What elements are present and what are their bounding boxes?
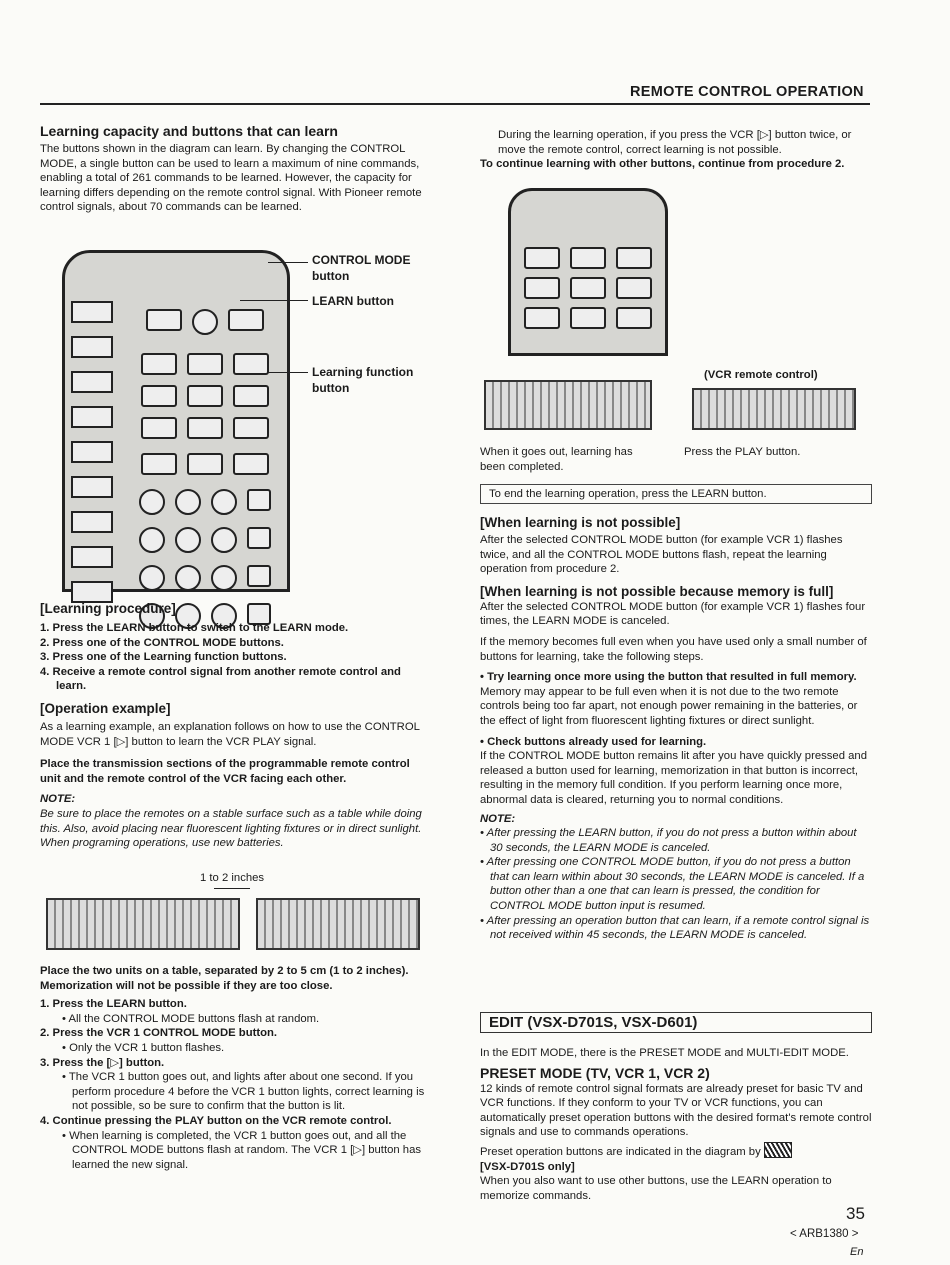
not-possible-heading: [When learning is not possible] [480,515,681,530]
pause-button [141,417,177,439]
procedure-steps [40,621,432,694]
power-button [570,247,606,269]
search-back-button [141,385,177,407]
right-note: • After pressing the LEARN button, if you do not press a button within about 30 seconds, the LEARN MODE is canceled. [480,827,857,854]
num3-button [211,489,237,515]
num5-button [175,527,201,553]
left-column [40,123,432,215]
programmable-remote-diagram [62,250,290,592]
preset-indicated-text: Preset operation buttons are indicated in the diagram by [480,1145,761,1158]
check-body: If the CONTROL MODE button remains lit after you have quickly pressed and released a button used for learning, memorization in that button is incorrect, resulting in the memory full condition. If you perform learning once more, abnormal data is cleared, returning you to normal conditions. [480,750,867,806]
play-button [233,417,269,439]
deck2-button [71,546,113,568]
vcr-remote-label: (VCR remote control) [704,369,818,381]
place-units-text: Place the two units on a table, separated by 2 to 5 cm (1 to 2 inches). Memorization will not be possible if they are too close. [40,965,409,992]
callout-line-control-mode [268,262,308,263]
procedure-step: 3. Press one of the Learning function buttons. [40,651,287,664]
operation-step-detail: • The VCR 1 button goes out, and lights after about one second. If you perform procedure 4 before the VCR 1 button lights, correct learning is not possible, so be sure to confirm that the button is lit. [62,1071,425,1113]
operation-step-detail: • Only the VCR 1 button flashes. [62,1041,225,1054]
example-heading: [Operation example] [40,700,171,716]
callout-learning-function: Learning function button [312,365,414,395]
edit-heading: EDIT (VSX-D701S, VSX-D601) [480,1012,872,1033]
multi-button [616,247,652,269]
callout-control-mode: CONTROL MODE button [312,253,411,283]
left-note-body: Be sure to place the remotes on a stable surface such as a table while doing this. Also, avoid placing near fluorescent lighting fixtures or in direct sunlight. When programing operations, use new batteries. [40,807,422,850]
tv-button [71,406,113,428]
num8-button [175,565,201,591]
num1-button [139,489,165,515]
ld-button [71,371,113,393]
end-learning-note: To end the learning operation, press the LEARN button. [480,484,872,504]
check-title: • Check buttons already used for learning. [480,735,707,748]
stop-button [187,385,223,407]
memory-full-body1: After the selected CONTROL MODE button (for example VCR 1) flashes four times, the LEARN MODE is canceled. [480,600,866,628]
not-possible-body: After the selected CONTROL MODE button (for example VCR 1) flashes twice, and all the CONTROL MODE buttons flash, repeat the learning operation from procedure 2. [480,534,843,576]
try-learning-body: Memory may appear to be full even when it is not due to the two remote controls being too far apart, not enough power remaining in the batteries, or the effect of light from fluorescent lighting fixtures or direct sunlight. [480,685,858,727]
programmable-remote-unit [256,898,420,950]
section-title: REMOTE CONTROL OPERATION [630,84,864,100]
power-button [146,309,182,331]
num7-button [139,565,165,591]
during-text: During the learning operation, if you press the VCR [▷] button twice, or move the remote control, correct learning is not possible. [498,129,852,156]
right-note-label: NOTE: [480,812,516,825]
left-note-label: NOTE: [40,793,76,806]
rewind-button [141,353,177,375]
operation-steps [40,997,432,1172]
right-column-bottom [480,1046,872,1203]
ch-up-button [247,565,271,587]
vcr2-button [524,277,560,299]
language-code: En [850,1246,864,1258]
try-learning-title: • Try learning once more using the button that resulted in full memory. [480,671,857,684]
tv-vol-up-button [247,489,271,511]
distance-label: 1 to 2 inches [200,872,265,884]
rec-button [187,353,223,375]
page-number: 35 [846,1204,865,1223]
example-body: As a learning example, an explanation follows on how to use the CONTROL MODE VCR 1 [▷] button to learn the VCR PLAY signal. [40,720,420,748]
place-instruction: Place the transmission sections of the programmable remote control unit and the remote control of the VCR facing each other. [40,758,410,785]
continue-text: To continue learning with other buttons, continue from procedure 2. [480,158,845,171]
vcr2-button [71,336,113,358]
ff-button [233,353,269,375]
num2-button [175,489,201,515]
tv-vol-down-button [247,527,271,549]
procedure-step: 4. Receive a remote control signal from another remote control and learn. [40,665,401,693]
operation-step: 1. Press the LEARN button. [40,998,187,1011]
procedure-heading: [Learning procedure] [40,601,176,616]
memory-full-body2: If the memory becomes full even when you have used only a small number of buttons for learning, take the following steps. [480,635,867,663]
only-body: When you also want to use other buttons, use the LEARN operation to memorize commands. [480,1175,832,1202]
play-button [616,307,652,329]
preset-indicated [480,1142,872,1160]
right-column-middle [480,514,872,943]
operation-step-detail: • All the CONTROL MODE buttons flash at random. [62,1012,320,1025]
document-code: < ARB1380 > [790,1228,859,1240]
learning-unit [484,380,652,430]
tuner-button [71,476,113,498]
vcr-remote-unit-right [692,388,856,430]
tv-vcr-button [141,453,177,475]
only-label: [VSX-D701S only] [480,1160,575,1173]
callout-learn: LEARN button [312,294,394,308]
procedure-step: 2. Press one of the CONTROL MODE buttons. [40,636,284,649]
distance-arrow [214,888,250,889]
deck1-button [71,511,113,533]
multi-command-button [228,309,264,331]
right-note: • After pressing one CONTROL MODE button, if you do not press a button that can learn within about 30 seconds, the LEARN MODE is canceled. If a button other than a one that can learn is pressed, the condition for CONTROL MODE button input is resumed. [480,856,865,913]
ff-button [616,277,652,299]
capacity-heading: Learning capacity and buttons that can learn [40,123,338,139]
num9-button [211,565,237,591]
press-play-caption: Press the PLAY button. [684,446,801,458]
vcr1-button [524,247,560,269]
record-button [187,417,223,439]
cd-button [71,441,113,463]
right-column-top [480,128,872,172]
operation-step: 2. Press the VCR 1 CONTROL MODE button. [40,1027,278,1040]
hatch-pattern-icon [764,1142,792,1158]
operation-step: 4. Continue pressing the PLAY button on the VCR remote control. [40,1114,392,1127]
num4-button [139,527,165,553]
memory-full-heading: [When learning is not possible because memory is full] [480,583,834,599]
vcr-remote-unit [46,898,240,950]
preset-body: 12 kinds of remote control signal formats are already preset for basic TV and VCR functions. If they conform to your TV or VCR functions, you can automatically preset operation buttons with the desired format's remote control signals and use to commands operations. [480,1082,872,1139]
preset-heading: PRESET MODE (TV, VCR 1, VCR 2) [480,1064,710,1081]
operation-step-detail: • When learning is completed, the VCR 1 button goes out, and all the CONTROL MODE buttons flash at random. The VCR 1 [▷] button has learned the new signal. [62,1129,421,1171]
stop-button [570,307,606,329]
vcr1-button [71,301,113,323]
rec-button [570,277,606,299]
goes-out-caption: When it goes out, learning has been completed. [480,446,633,473]
learn-button [192,309,218,335]
procedure-step: 1. Press the LEARN button to switch to the LEARN mode. [40,622,349,634]
header-rule [40,103,870,105]
remote-diagram-right [508,188,668,356]
tv-func-button [233,453,269,475]
left-column-steps [40,964,432,1172]
operation-step: 3. Press the [▷] button. [40,1056,165,1069]
left-column-lower [40,600,432,851]
edit-body: In the EDIT MODE, there is the PRESET MODE and MULTI-EDIT MODE. [480,1047,849,1059]
capacity-body: The buttons shown in the diagram can learn. By changing the CONTROL MODE, a single button can be used to learn a maximum of nine commands, enabling a total of 261 commands to be learned. However, the capacity for learning differs depending on the remote control signal. With Pioneer remote control signals, about 70 commands can be learned. [40,143,422,214]
callout-line-function [268,372,308,373]
callout-line-learn [240,300,308,301]
ld-button [524,307,560,329]
select-button [187,453,223,475]
right-note: • After pressing an operation button that can learn, if a remote control signal is not received within 45 seconds, the LEARN MODE is canceled. [480,914,870,942]
search-fwd-button [233,385,269,407]
num6-button [211,527,237,553]
